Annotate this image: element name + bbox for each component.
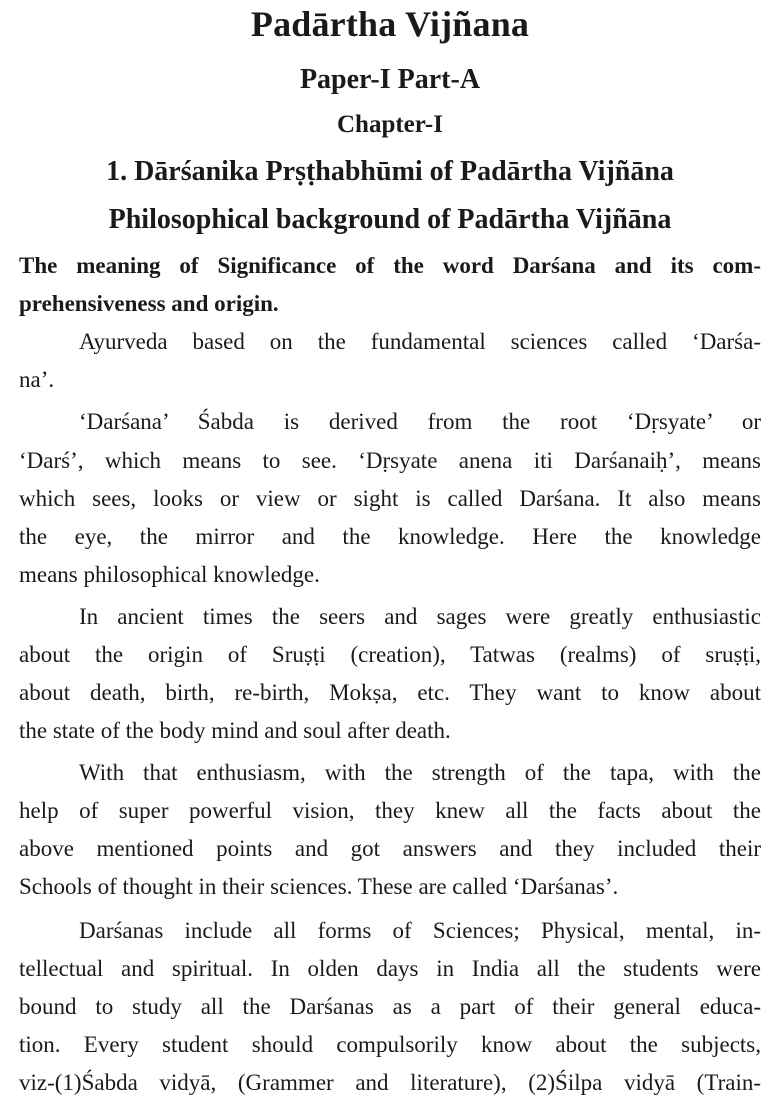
paragraph-line: tion. Every student should compulsorily know about the subjects, — [19, 1032, 761, 1057]
paragraph-line: ‘Darśana’ Śabda is derived from the root ‘Dṛsyate’ or — [79, 409, 761, 434]
paragraph-line: above mentioned points and got answers and they included their — [19, 836, 761, 861]
chapter-heading: Chapter-I — [336, 111, 443, 138]
paragraph-line: which sees, looks or view or sight is called Darśana. It also means — [19, 486, 761, 511]
paragraph-line: With that enthusiasm, with the strength of the tapa, with the — [79, 760, 761, 785]
paragraph-line: viz-(1)Śabda vidyā, (Grammer and literature), (2)Śilpa vidyā (Train- — [19, 1070, 761, 1095]
section-title: 1. Dārśanika Prṣṭhabhūmi of Padārtha Vijñāna — [106, 156, 674, 187]
book-title: Padārtha Vijñana — [250, 4, 530, 44]
paragraph-line: In ancient times the seers and sages were greatly enthusiastic — [79, 604, 761, 629]
paragraph-line: the state of the body mind and soul after death. — [19, 718, 451, 743]
paper-heading: Paper-I Part-A — [299, 64, 481, 95]
paragraph-line: help of super powerful vision, they knew all the facts about the — [19, 798, 761, 823]
paragraph-line: about death, birth, re-birth, Mokṣa, etc. They want to know about — [19, 680, 761, 705]
subheading-line: prehensiveness and origin. — [19, 291, 279, 316]
paragraph-line: Schools of thought in their sciences. These are called ‘Darśanas’. — [19, 874, 619, 899]
section-subtitle: Philosophical background of Padārtha Vijñāna — [108, 204, 672, 235]
paragraph-line: the eye, the mirror and the knowledge. Here the knowledge — [19, 524, 761, 549]
paragraph-line: Darśanas include all forms of Sciences; Physical, mental, in- — [79, 918, 761, 943]
paragraph-line: Ayurveda based on the fundamental sciences called ‘Darśa- — [79, 329, 761, 354]
paragraph-line: ‘Darś’, which means to see. ‘Dṛsyate anena iti Darśanaiḥ’, means — [19, 448, 761, 473]
subheading-line: The meaning of Significance of the word Darśana and its com- — [19, 253, 761, 278]
paragraph-line: na’. — [19, 367, 55, 392]
paragraph-line: about the origin of Sruṣṭi (creation), Tatwas (realms) of sruṣṭi, — [19, 642, 761, 667]
paragraph-line: means philosophical knowledge. — [19, 562, 320, 587]
paragraph-line: tellectual and spiritual. In olden days in India all the students were — [19, 956, 761, 981]
paragraph-line: bound to study all the Darśanas as a part of their general educa- — [19, 994, 761, 1019]
